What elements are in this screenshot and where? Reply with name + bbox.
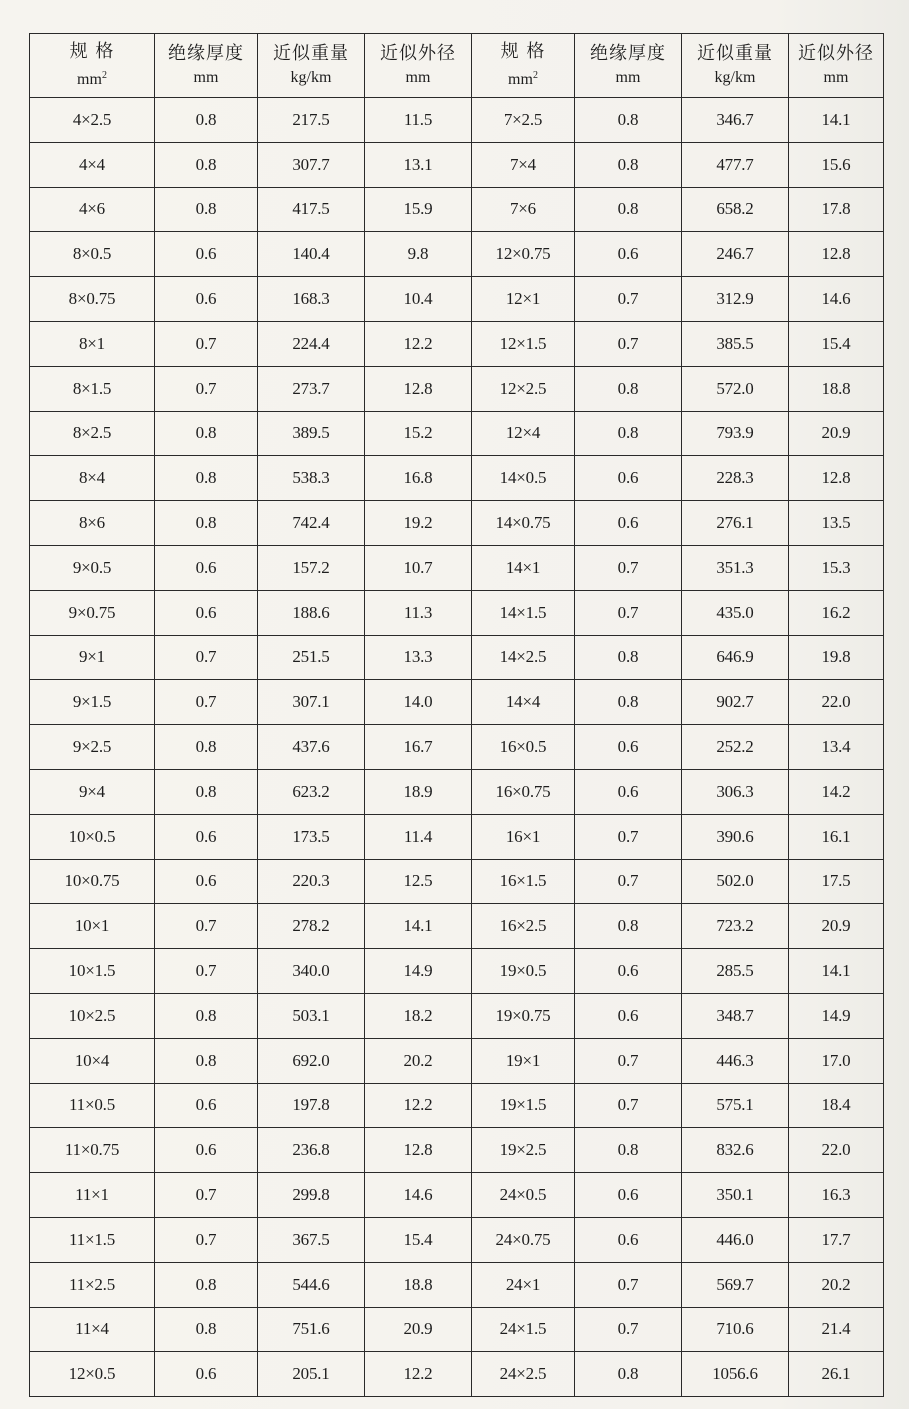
table-row [30, 859, 884, 904]
header-spec [30, 34, 155, 98]
cell-approx-diameter: 17.5 [789, 859, 884, 904]
cell-spec: 8×6 [30, 501, 155, 546]
cell-spec: 7×2.5 [472, 98, 575, 143]
cell-approx-weight: 437.6 [258, 725, 365, 770]
cell-spec: 24×0.75 [472, 1217, 575, 1262]
cell-approx-weight: 446.3 [682, 1038, 789, 1083]
cell-approx-diameter: 16.7 [365, 725, 472, 770]
header-label: 规 格 [69, 40, 115, 62]
cell-approx-weight: 299.8 [258, 1173, 365, 1218]
cell-approx-weight: 220.3 [258, 859, 365, 904]
cell-insulation-thickness: 0.6 [575, 993, 682, 1038]
table-row [30, 949, 884, 994]
cell-approx-weight: 1056.6 [682, 1352, 789, 1397]
cell-approx-weight: 157.2 [258, 545, 365, 590]
cell-approx-weight: 173.5 [258, 814, 365, 859]
cell-spec: 7×6 [472, 187, 575, 232]
cell-insulation-thickness: 0.8 [575, 142, 682, 187]
cell-insulation-thickness: 0.7 [575, 1038, 682, 1083]
cell-spec: 11×1.5 [30, 1217, 155, 1262]
cell-insulation-thickness: 0.6 [575, 1217, 682, 1262]
cell-approx-diameter: 16.2 [789, 590, 884, 635]
cell-approx-diameter: 12.8 [789, 232, 884, 277]
table-row [30, 1083, 884, 1128]
cell-approx-diameter: 12.2 [365, 321, 472, 366]
cell-insulation-thickness: 0.8 [155, 98, 258, 143]
cell-spec: 14×1 [472, 545, 575, 590]
cell-spec: 19×1 [472, 1038, 575, 1083]
cell-insulation-thickness: 0.7 [155, 680, 258, 725]
header-unit: mm [193, 68, 219, 86]
header-unit [472, 64, 574, 92]
unit-sup: 2 [532, 69, 538, 81]
cell-approx-diameter: 15.9 [365, 187, 472, 232]
cell-insulation-thickness: 0.7 [155, 635, 258, 680]
cell-insulation-thickness: 0.8 [575, 904, 682, 949]
cell-approx-diameter: 14.9 [365, 949, 472, 994]
cell-approx-weight: 544.6 [258, 1262, 365, 1307]
cell-approx-diameter: 11.4 [365, 814, 472, 859]
cell-insulation-thickness: 0.6 [155, 232, 258, 277]
header-insulation-thickness [575, 34, 682, 98]
header-approx-diameter [789, 34, 884, 98]
cell-spec: 14×4 [472, 680, 575, 725]
header-unit: mm [823, 68, 849, 86]
cell-spec: 8×0.75 [30, 277, 155, 322]
cell-approx-diameter: 16.3 [789, 1173, 884, 1218]
header-label: 近似重量 [273, 42, 349, 64]
cell-approx-weight: 217.5 [258, 98, 365, 143]
header-unit: mm [405, 68, 431, 86]
cell-spec: 4×4 [30, 142, 155, 187]
cell-approx-weight: 285.5 [682, 949, 789, 994]
cell-approx-weight: 538.3 [258, 456, 365, 501]
cell-approx-weight: 140.4 [258, 232, 365, 277]
cell-spec: 19×1.5 [472, 1083, 575, 1128]
header-label: 近似外径 [380, 42, 456, 64]
header-label: 绝缘厚度 [168, 42, 244, 64]
cell-insulation-thickness: 0.6 [575, 949, 682, 994]
cell-approx-diameter: 10.4 [365, 277, 472, 322]
cell-spec: 10×0.5 [30, 814, 155, 859]
table-row [30, 1173, 884, 1218]
cell-spec: 9×2.5 [30, 725, 155, 770]
table-row [30, 456, 884, 501]
cell-insulation-thickness: 0.8 [155, 1262, 258, 1307]
table-row [30, 814, 884, 859]
cell-spec: 14×2.5 [472, 635, 575, 680]
cell-insulation-thickness: 0.6 [155, 545, 258, 590]
cell-insulation-thickness: 0.8 [155, 769, 258, 814]
table-row [30, 1128, 884, 1173]
cell-insulation-thickness: 0.6 [155, 859, 258, 904]
cell-spec: 16×1.5 [472, 859, 575, 904]
cell-approx-diameter: 17.8 [789, 187, 884, 232]
table-row [30, 993, 884, 1038]
cell-insulation-thickness: 0.8 [575, 1352, 682, 1397]
table-row [30, 725, 884, 770]
cell-approx-diameter: 18.9 [365, 769, 472, 814]
cell-approx-weight: 188.6 [258, 590, 365, 635]
cell-approx-weight: 228.3 [682, 456, 789, 501]
cell-approx-weight: 236.8 [258, 1128, 365, 1173]
cell-approx-weight: 348.7 [682, 993, 789, 1038]
cell-insulation-thickness: 0.7 [575, 859, 682, 904]
cell-approx-weight: 646.9 [682, 635, 789, 680]
cell-approx-weight: 346.7 [682, 98, 789, 143]
table-row [30, 98, 884, 143]
cell-approx-weight: 278.2 [258, 904, 365, 949]
cell-approx-diameter: 22.0 [789, 1128, 884, 1173]
table-row [30, 232, 884, 277]
cell-approx-diameter: 20.9 [789, 411, 884, 456]
table-row [30, 501, 884, 546]
cell-insulation-thickness: 0.6 [155, 1083, 258, 1128]
table-row [30, 321, 884, 366]
cell-insulation-thickness: 0.8 [575, 366, 682, 411]
cell-insulation-thickness: 0.8 [575, 187, 682, 232]
cell-insulation-thickness: 0.7 [575, 814, 682, 859]
cell-approx-weight: 417.5 [258, 187, 365, 232]
cell-approx-weight: 435.0 [682, 590, 789, 635]
cell-approx-weight: 503.1 [258, 993, 365, 1038]
cell-approx-diameter: 16.8 [365, 456, 472, 501]
cell-approx-weight: 312.9 [682, 277, 789, 322]
cell-spec: 24×1.5 [472, 1307, 575, 1352]
cell-approx-diameter: 13.3 [365, 635, 472, 680]
cell-spec: 10×0.75 [30, 859, 155, 904]
cell-approx-diameter: 15.2 [365, 411, 472, 456]
cell-approx-diameter: 18.8 [365, 1262, 472, 1307]
header-spec [472, 34, 575, 98]
cell-spec: 16×0.5 [472, 725, 575, 770]
cell-spec: 4×2.5 [30, 98, 155, 143]
cell-approx-weight: 340.0 [258, 949, 365, 994]
cell-approx-weight: 367.5 [258, 1217, 365, 1262]
cell-approx-weight: 224.4 [258, 321, 365, 366]
cell-spec: 8×0.5 [30, 232, 155, 277]
cell-approx-diameter: 11.3 [365, 590, 472, 635]
table-row [30, 1352, 884, 1397]
cell-approx-weight: 390.6 [682, 814, 789, 859]
cell-approx-weight: 251.5 [258, 635, 365, 680]
table-row [30, 769, 884, 814]
cell-spec: 19×2.5 [472, 1128, 575, 1173]
cell-approx-weight: 350.1 [682, 1173, 789, 1218]
cell-spec: 24×1 [472, 1262, 575, 1307]
cell-insulation-thickness: 0.8 [155, 993, 258, 1038]
cell-approx-diameter: 20.2 [789, 1262, 884, 1307]
cell-approx-weight: 710.6 [682, 1307, 789, 1352]
cell-approx-weight: 197.8 [258, 1083, 365, 1128]
cell-approx-diameter: 12.8 [789, 456, 884, 501]
header-label: 近似外径 [798, 42, 874, 64]
cell-approx-diameter: 16.1 [789, 814, 884, 859]
cell-insulation-thickness: 0.8 [155, 142, 258, 187]
cell-approx-weight: 902.7 [682, 680, 789, 725]
cell-spec: 10×2.5 [30, 993, 155, 1038]
table-row [30, 680, 884, 725]
table-row [30, 590, 884, 635]
cell-approx-weight: 569.7 [682, 1262, 789, 1307]
header-unit [30, 64, 154, 92]
table-row [30, 277, 884, 322]
cell-insulation-thickness: 0.6 [575, 769, 682, 814]
cell-spec: 8×1 [30, 321, 155, 366]
cell-approx-diameter: 17.0 [789, 1038, 884, 1083]
cable-spec-table [29, 33, 884, 1397]
cell-approx-diameter: 18.8 [789, 366, 884, 411]
cell-approx-weight: 273.7 [258, 366, 365, 411]
cell-approx-weight: 723.2 [682, 904, 789, 949]
unit-sup: 2 [101, 69, 107, 81]
cell-insulation-thickness: 0.8 [155, 187, 258, 232]
cell-insulation-thickness: 0.7 [155, 949, 258, 994]
cell-spec: 11×4 [30, 1307, 155, 1352]
cell-insulation-thickness: 0.8 [575, 1128, 682, 1173]
cell-approx-diameter: 20.2 [365, 1038, 472, 1083]
cell-approx-weight: 307.1 [258, 680, 365, 725]
cell-approx-diameter: 15.4 [789, 321, 884, 366]
header-insulation-thickness [155, 34, 258, 98]
cell-insulation-thickness: 0.8 [155, 725, 258, 770]
cell-spec: 8×4 [30, 456, 155, 501]
cell-approx-diameter: 12.8 [365, 366, 472, 411]
cell-approx-weight: 793.9 [682, 411, 789, 456]
cell-spec: 9×4 [30, 769, 155, 814]
cell-approx-weight: 252.2 [682, 725, 789, 770]
cell-insulation-thickness: 0.8 [575, 680, 682, 725]
cell-approx-diameter: 15.6 [789, 142, 884, 187]
cell-insulation-thickness: 0.6 [155, 277, 258, 322]
table-row [30, 1262, 884, 1307]
cell-spec: 11×2.5 [30, 1262, 155, 1307]
table-body [30, 98, 884, 1397]
header-approx-weight [258, 34, 365, 98]
cell-spec: 24×0.5 [472, 1173, 575, 1218]
cell-spec: 19×0.5 [472, 949, 575, 994]
cell-approx-diameter: 15.4 [365, 1217, 472, 1262]
cell-approx-weight: 751.6 [258, 1307, 365, 1352]
cell-approx-diameter: 18.2 [365, 993, 472, 1038]
cell-approx-weight: 623.2 [258, 769, 365, 814]
cell-approx-diameter: 12.2 [365, 1083, 472, 1128]
table-row [30, 1217, 884, 1262]
cell-spec: 11×0.5 [30, 1083, 155, 1128]
cell-approx-diameter: 14.1 [365, 904, 472, 949]
cell-spec: 16×1 [472, 814, 575, 859]
cell-approx-weight: 502.0 [682, 859, 789, 904]
table-row [30, 904, 884, 949]
cell-spec: 9×1 [30, 635, 155, 680]
cell-insulation-thickness: 0.7 [575, 1083, 682, 1128]
cell-approx-diameter: 15.3 [789, 545, 884, 590]
cell-approx-diameter: 13.5 [789, 501, 884, 546]
cell-approx-diameter: 20.9 [789, 904, 884, 949]
cell-insulation-thickness: 0.7 [575, 545, 682, 590]
cell-insulation-thickness: 0.7 [155, 1173, 258, 1218]
cell-approx-weight: 306.3 [682, 769, 789, 814]
cell-insulation-thickness: 0.6 [575, 1173, 682, 1218]
cell-spec: 19×0.75 [472, 993, 575, 1038]
cell-approx-diameter: 13.4 [789, 725, 884, 770]
cell-insulation-thickness: 0.7 [155, 904, 258, 949]
cell-spec: 12×1 [472, 277, 575, 322]
cell-approx-weight: 742.4 [258, 501, 365, 546]
table-row [30, 1038, 884, 1083]
cell-insulation-thickness: 0.7 [575, 1307, 682, 1352]
cell-insulation-thickness: 0.6 [155, 814, 258, 859]
cell-insulation-thickness: 0.6 [575, 725, 682, 770]
cell-spec: 9×0.75 [30, 590, 155, 635]
unit-text: mm [77, 70, 102, 88]
header-label: 近似重量 [697, 42, 773, 64]
cell-approx-diameter: 18.4 [789, 1083, 884, 1128]
cell-spec: 12×4 [472, 411, 575, 456]
cell-spec: 4×6 [30, 187, 155, 232]
cell-spec: 12×0.75 [472, 232, 575, 277]
header-unit: mm [615, 68, 641, 86]
header-row [30, 34, 884, 98]
cell-approx-diameter: 10.7 [365, 545, 472, 590]
cell-approx-weight: 385.5 [682, 321, 789, 366]
cell-insulation-thickness: 0.6 [575, 456, 682, 501]
cell-insulation-thickness: 0.8 [155, 501, 258, 546]
header-approx-diameter [365, 34, 472, 98]
cell-insulation-thickness: 0.6 [575, 501, 682, 546]
cell-insulation-thickness: 0.8 [155, 411, 258, 456]
cell-spec: 24×2.5 [472, 1352, 575, 1397]
header-unit: kg/km [714, 68, 756, 86]
cell-insulation-thickness: 0.7 [575, 1262, 682, 1307]
cell-spec: 10×1.5 [30, 949, 155, 994]
table-row [30, 635, 884, 680]
cell-approx-diameter: 19.8 [789, 635, 884, 680]
cell-spec: 10×1 [30, 904, 155, 949]
cell-insulation-thickness: 0.7 [575, 277, 682, 322]
cell-insulation-thickness: 0.6 [155, 1352, 258, 1397]
header-unit: kg/km [290, 68, 332, 86]
cell-approx-diameter: 19.2 [365, 501, 472, 546]
cell-approx-diameter: 14.0 [365, 680, 472, 725]
cell-approx-weight: 351.3 [682, 545, 789, 590]
cell-spec: 8×2.5 [30, 411, 155, 456]
cell-spec: 16×2.5 [472, 904, 575, 949]
cell-approx-diameter: 14.6 [789, 277, 884, 322]
cell-spec: 12×2.5 [472, 366, 575, 411]
table-row [30, 1307, 884, 1352]
cell-approx-weight: 205.1 [258, 1352, 365, 1397]
cell-spec: 10×4 [30, 1038, 155, 1083]
cell-approx-diameter: 14.1 [789, 98, 884, 143]
cell-spec: 16×0.75 [472, 769, 575, 814]
cell-approx-weight: 168.3 [258, 277, 365, 322]
cell-spec: 8×1.5 [30, 366, 155, 411]
header-label: 规 格 [500, 40, 546, 62]
cell-approx-diameter: 14.9 [789, 993, 884, 1038]
cell-approx-diameter: 9.8 [365, 232, 472, 277]
cell-insulation-thickness: 0.8 [155, 456, 258, 501]
cell-approx-diameter: 12.5 [365, 859, 472, 904]
cell-insulation-thickness: 0.7 [575, 590, 682, 635]
cell-approx-weight: 307.7 [258, 142, 365, 187]
cell-approx-diameter: 13.1 [365, 142, 472, 187]
cell-approx-diameter: 20.9 [365, 1307, 472, 1352]
cell-approx-weight: 477.7 [682, 142, 789, 187]
cell-approx-diameter: 12.8 [365, 1128, 472, 1173]
cell-approx-weight: 276.1 [682, 501, 789, 546]
cell-spec: 14×1.5 [472, 590, 575, 635]
header-label: 绝缘厚度 [590, 42, 666, 64]
cell-approx-weight: 572.0 [682, 366, 789, 411]
table-row [30, 187, 884, 232]
cell-insulation-thickness: 0.7 [155, 366, 258, 411]
cell-insulation-thickness: 0.6 [575, 232, 682, 277]
cell-approx-weight: 832.6 [682, 1128, 789, 1173]
cell-spec: 9×0.5 [30, 545, 155, 590]
cell-insulation-thickness: 0.8 [575, 635, 682, 680]
cell-spec: 11×1 [30, 1173, 155, 1218]
cell-approx-diameter: 14.6 [365, 1173, 472, 1218]
cell-approx-weight: 658.2 [682, 187, 789, 232]
header-approx-weight [682, 34, 789, 98]
cell-approx-weight: 246.7 [682, 232, 789, 277]
cell-spec: 11×0.75 [30, 1128, 155, 1173]
table-row [30, 366, 884, 411]
cell-insulation-thickness: 0.8 [575, 98, 682, 143]
cell-insulation-thickness: 0.6 [155, 590, 258, 635]
unit-text: mm [508, 70, 533, 88]
cell-approx-diameter: 14.1 [789, 949, 884, 994]
cell-approx-diameter: 21.4 [789, 1307, 884, 1352]
cell-spec: 12×0.5 [30, 1352, 155, 1397]
cell-insulation-thickness: 0.7 [575, 321, 682, 366]
cell-approx-weight: 575.1 [682, 1083, 789, 1128]
cell-spec: 12×1.5 [472, 321, 575, 366]
cell-approx-diameter: 22.0 [789, 680, 884, 725]
cell-insulation-thickness: 0.8 [155, 1307, 258, 1352]
cell-approx-diameter: 26.1 [789, 1352, 884, 1397]
cell-insulation-thickness: 0.7 [155, 1217, 258, 1262]
cell-approx-diameter: 14.2 [789, 769, 884, 814]
cell-spec: 7×4 [472, 142, 575, 187]
table-row [30, 545, 884, 590]
cell-approx-weight: 446.0 [682, 1217, 789, 1262]
cell-approx-weight: 389.5 [258, 411, 365, 456]
cell-insulation-thickness: 0.8 [155, 1038, 258, 1083]
cell-insulation-thickness: 0.6 [155, 1128, 258, 1173]
cell-approx-weight: 692.0 [258, 1038, 365, 1083]
table-row [30, 411, 884, 456]
cell-spec: 14×0.5 [472, 456, 575, 501]
cell-spec: 9×1.5 [30, 680, 155, 725]
cell-approx-diameter: 17.7 [789, 1217, 884, 1262]
cell-approx-diameter: 11.5 [365, 98, 472, 143]
cell-insulation-thickness: 0.8 [575, 411, 682, 456]
table-row [30, 142, 884, 187]
cell-spec: 14×0.75 [472, 501, 575, 546]
cell-approx-diameter: 12.2 [365, 1352, 472, 1397]
cell-insulation-thickness: 0.7 [155, 321, 258, 366]
